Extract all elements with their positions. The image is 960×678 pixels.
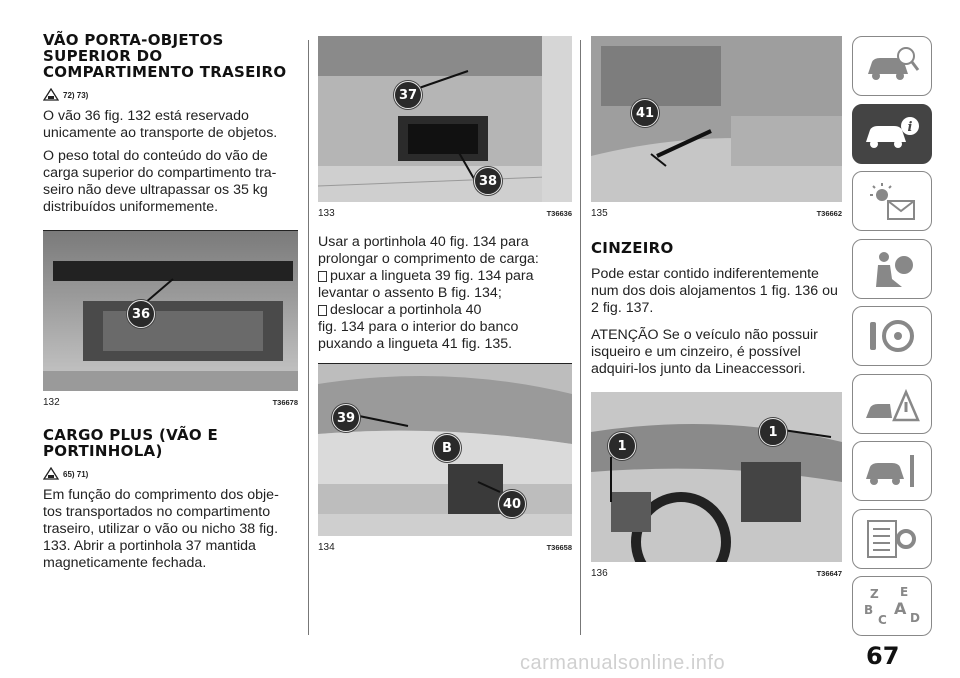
tab-car-magnifier[interactable] [852,36,932,96]
column-divider [580,40,581,635]
section-heading-ashtray: CINZEIRO [591,239,674,257]
callout-1-left: 1 [608,432,636,460]
bullet-continuation: puxando a lingueta 41 fig. 135. [318,336,513,352]
figure-caption [591,206,842,220]
figure-caption [318,540,572,554]
bullet-item [318,268,572,285]
figure-code: T36678 [272,397,298,407]
paragraph: ATENÇÃO Se o veículo não possuir isqueiro e um cinzeiro, é possível adquiri-los junto da Lineaccessori. [591,327,818,377]
bullet-text: deslocar a portinhola 40 [330,302,482,318]
warning-reference [43,467,298,481]
svg-text:C: C [878,613,887,627]
tab-key-steering[interactable] [852,306,932,366]
callout-36: 36 [127,300,155,328]
figure-136 [591,392,842,580]
callout-41: 41 [631,99,659,127]
figure-132 [43,230,298,409]
callout-37: 37 [394,81,422,109]
alphabet-index-icon [862,584,922,628]
figure-134 [318,363,572,554]
figure-number: 134 [318,541,335,553]
figure-code: T36647 [816,568,842,578]
callout-B: B [433,434,461,462]
warning-reference [43,88,298,102]
bullet-box-icon [318,305,327,316]
bullet-box-icon [318,271,327,282]
figure-code: T36658 [546,542,572,552]
tab-airbag[interactable] [852,239,932,299]
section-heading-upper-storage: VÃO PORTA-OBJETOS SUPERIOR DO COMPARTIMENTO TRASEIRO [43,31,287,81]
callout-38: 38 [474,167,502,195]
figure-caption [318,206,572,220]
dashboard-photo [591,392,842,562]
paragraph: Usar a portinhola 40 fig. 134 para prolongar o comprimento de carga: [318,234,539,267]
callout-40: 40 [498,490,526,518]
figure-caption [43,395,298,409]
warning-reference-numbers: 72) 73) [63,90,89,100]
rear-compartment-photo [43,231,298,391]
tab-index[interactable] [852,576,932,636]
figure-number: 132 [43,396,60,408]
bullet-item [318,302,572,319]
svg-text:Z: Z [870,587,879,601]
svg-text:E: E [900,585,909,599]
svg-text:i: i [907,119,913,135]
figure-number: 136 [591,567,608,579]
cargo-plus-photo [318,36,572,202]
warning-book-icon [43,467,59,481]
column-divider [308,40,309,635]
svg-text:D: D [910,611,920,625]
watermark: carmanualsonline.info [520,652,726,674]
tab-maintenance[interactable] [852,441,932,501]
car-magnifier-icon [862,44,922,88]
figure-caption [591,566,842,580]
bullet-continuation: levantar o assento B fig. 134; [318,285,502,301]
bullet-text: puxar a lingueta 39 fig. 134 para [330,268,534,284]
page-number: 67 [866,642,900,670]
tab-accident[interactable] [852,374,932,434]
tab-car-info[interactable] [852,104,932,164]
paragraph: O peso total do conteúdo do vão de carga superior do compartimento tra- seiro não deve ultrapassar os 35 kg distribuídos uniformemente. [43,148,277,215]
left-column [43,0,298,572]
figure-133 [318,36,572,220]
svg-text:B: B [864,603,874,617]
middle-column [318,0,572,554]
airbag-seat-icon [862,247,922,291]
warning-book-icon [43,88,59,102]
key-steering-wheel-icon [862,314,922,358]
checklist-gear-icon [862,517,922,561]
svg-text:A: A [894,599,907,618]
figure-photo [318,36,572,202]
figure-code: T36662 [816,208,842,218]
callout-1-right: 1 [759,418,787,446]
figure-photo [591,36,842,202]
paragraph: O vão 36 fig. 132 está reservado unicamente ao transporte de objetos. [43,108,278,141]
figure-photo [591,392,842,562]
right-column [591,0,842,580]
tab-specifications[interactable] [852,509,932,569]
figure-135 [591,36,842,220]
figure-number: 133 [318,207,335,219]
figure-photo [318,364,572,536]
car-info-icon [862,112,922,156]
car-accident-warning-icon [862,382,922,426]
callout-39: 39 [332,404,360,432]
warning-reference-numbers: 65) 71) [63,469,89,479]
warning-lights-envelope-icon [862,179,922,223]
tab-warning-lights[interactable] [852,171,932,231]
chapter-sidebar [852,36,936,644]
figure-photo [43,231,298,391]
paragraph: Em função do comprimento dos obje- tos transportados no compartimento traseiro, utilizar o vão ou nicho 38 fig. 133. Abrir a portinhola 37 mantida magneticamente fechada. [43,487,279,571]
car-wrench-icon [862,449,922,493]
figure-number: 135 [591,207,608,219]
bullet-continuation: fig. 134 para o interior do banco [318,319,519,335]
paragraph: Pode estar contido indiferentemente num dos dois alojamentos 1 fig. 136 ou 2 fig. 137. [591,266,838,316]
section-heading-cargo-plus: CARGO PLUS (VÃO E PORTINHOLA) [43,426,219,460]
seat-underside-photo [591,36,842,202]
figure-code: T36636 [546,208,572,218]
